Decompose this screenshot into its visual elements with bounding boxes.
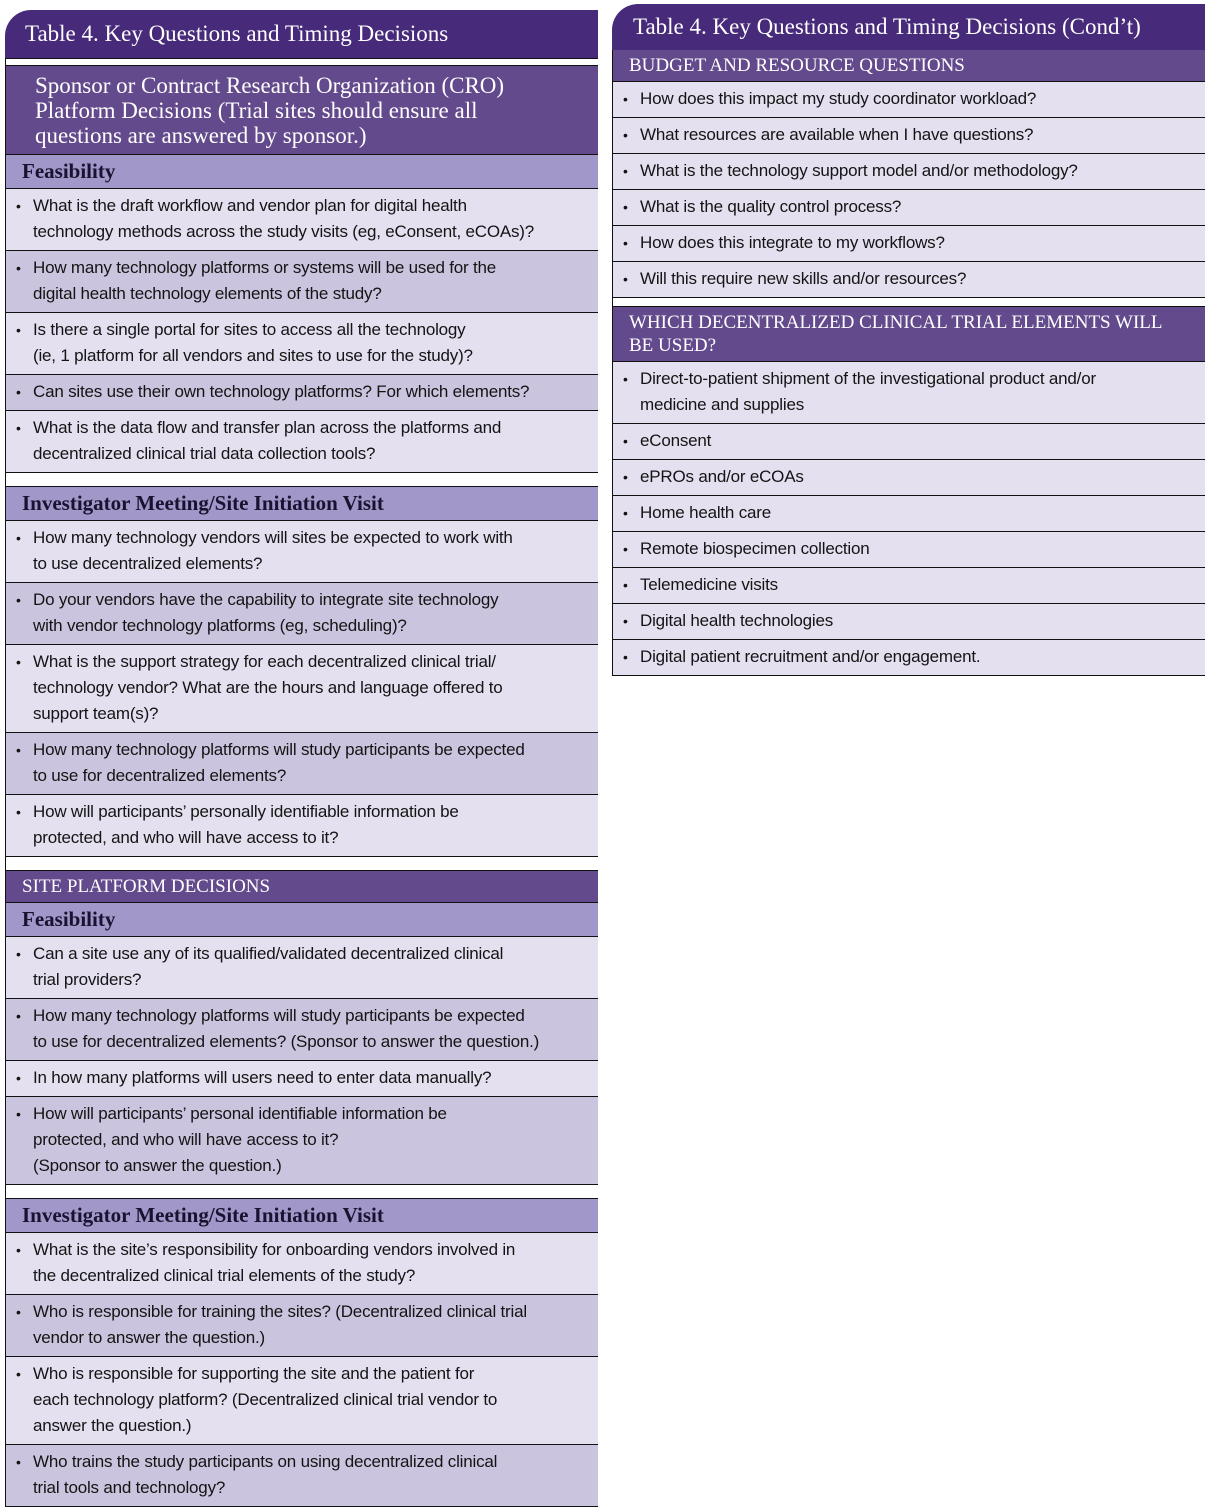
section-header: SITE PLATFORM DECISIONS xyxy=(6,871,598,903)
subsection-header: Feasibility xyxy=(6,903,598,937)
table-group xyxy=(6,870,598,1185)
question-text: Will this require new skills and/or resources? xyxy=(640,269,967,288)
subsection-header: Investigator Meeting/Site Initiation Visit xyxy=(6,1199,598,1233)
subsection-header: Investigator Meeting/Site Initiation Visit xyxy=(6,487,598,521)
bullet-icon: • xyxy=(623,127,628,143)
question-text: Telemedicine visits xyxy=(640,575,778,594)
bullet-icon: • xyxy=(16,1366,21,1382)
question-row xyxy=(6,521,598,583)
bullet-icon: • xyxy=(16,592,21,608)
question-text: How many technology platforms will study participants be expected to use for decentralized elements? xyxy=(33,740,525,785)
table-group xyxy=(6,1198,598,1507)
bullet-icon: • xyxy=(16,654,21,670)
question-text: What resources are available when I have questions? xyxy=(640,125,1034,144)
question-row xyxy=(613,424,1205,460)
question-row xyxy=(613,226,1205,262)
question-row xyxy=(6,1295,598,1357)
subsection-header: Feasibility xyxy=(6,155,598,189)
table-group xyxy=(613,50,1205,298)
bullet-icon: • xyxy=(623,505,628,521)
question-row xyxy=(613,604,1205,640)
table-title: Table 4. Key Questions and Timing Decisions xyxy=(5,10,598,58)
question-row xyxy=(6,411,598,472)
bullet-icon: • xyxy=(16,1242,21,1258)
question-text: Do your vendors have the capability to integrate site technology with vendor technology platforms (eg, scheduling)? xyxy=(33,590,499,635)
section-header: BUDGET AND RESOURCE QUESTIONS xyxy=(613,50,1205,82)
bullet-icon: • xyxy=(623,91,628,107)
section-header: WHICH DECENTRALIZED CLINICAL TRIAL ELEMENTS WILL BE USED? xyxy=(613,307,1205,362)
question-text: Who is responsible for training the sites? (Decentralized clinical trial vendor to answer the question.) xyxy=(33,1302,527,1347)
bullet-icon: • xyxy=(16,742,21,758)
question-row xyxy=(6,1233,598,1295)
table-group xyxy=(613,306,1205,676)
question-text: Direct-to-patient shipment of the investigational product and/or medicine and supplies xyxy=(640,369,1096,414)
question-row xyxy=(6,795,598,856)
table-title-continued: Table 4. Key Questions and Timing Decisions (Cond’t) xyxy=(612,4,1205,50)
bullet-icon: • xyxy=(16,1304,21,1320)
question-row xyxy=(613,496,1205,532)
question-text: How does this impact my study coordinator workload? xyxy=(640,89,1037,108)
bullet-icon: • xyxy=(623,271,628,287)
bullet-icon: • xyxy=(16,946,21,962)
question-text: What is the quality control process? xyxy=(640,197,902,216)
table-body xyxy=(612,50,1205,676)
question-row xyxy=(6,1445,598,1506)
question-text: How will participants’ personal identifiable information be protected, and who will have access to it? (Sponsor to answer the question.) xyxy=(33,1104,447,1175)
question-row xyxy=(613,460,1205,496)
table-body xyxy=(5,58,598,1507)
question-row xyxy=(613,640,1205,675)
bullet-icon: • xyxy=(623,649,628,665)
question-row xyxy=(6,251,598,313)
question-row xyxy=(6,189,598,251)
question-text: How many technology platforms will study participants be expected to use for decentralized elements? (Sponsor to answer the question.) xyxy=(33,1006,540,1051)
question-text: In how many platforms will users need to enter data manually? xyxy=(33,1068,492,1087)
bullet-icon: • xyxy=(16,384,21,400)
question-text: Home health care xyxy=(640,503,771,522)
bullet-icon: • xyxy=(623,433,628,449)
question-text: What is the site’s responsibility for onboarding vendors involved in the decentralized clinical trial elements of the study? xyxy=(33,1240,516,1285)
table-4-left-column xyxy=(5,10,598,1507)
question-text: Digital health technologies xyxy=(640,611,834,630)
question-text: How will participants’ personally identifiable information be protected, and who will have access to it? xyxy=(33,802,459,847)
question-text: What is the data flow and transfer plan across the platforms and decentralized clinical trial data collection tools? xyxy=(33,418,502,463)
bullet-icon: • xyxy=(16,1070,21,1086)
bullet-icon: • xyxy=(16,804,21,820)
question-text: ePROs and/or eCOAs xyxy=(640,467,804,486)
question-text: Who is responsible for supporting the site and the patient for each technology platform? (Decentralized clinical trial vendor to answer the question.) xyxy=(33,1364,498,1435)
question-text: eConsent xyxy=(640,431,712,450)
question-text: How many technology vendors will sites be expected to work with to use decentralized elements? xyxy=(33,528,513,573)
question-row xyxy=(6,375,598,411)
bullet-icon: • xyxy=(16,198,21,214)
question-row xyxy=(613,532,1205,568)
bullet-icon: • xyxy=(16,420,21,436)
bullet-icon: • xyxy=(623,541,628,557)
table-4-right-column xyxy=(612,4,1205,676)
question-row xyxy=(613,362,1205,424)
question-row xyxy=(6,937,598,999)
bullet-icon: • xyxy=(623,577,628,593)
question-text: How does this integrate to my workflows? xyxy=(640,233,945,252)
question-text: Can sites use their own technology platforms? For which elements? xyxy=(33,382,530,401)
question-row xyxy=(6,583,598,645)
bullet-icon: • xyxy=(623,235,628,251)
question-row xyxy=(6,1061,598,1097)
table-group xyxy=(6,65,598,473)
question-row xyxy=(613,154,1205,190)
question-text: What is the technology support model and/or methodology? xyxy=(640,161,1078,180)
bullet-icon: • xyxy=(16,1008,21,1024)
question-row xyxy=(6,1357,598,1445)
bullet-icon: • xyxy=(16,260,21,276)
bullet-icon: • xyxy=(623,163,628,179)
question-text: Is there a single portal for sites to access all the technology (ie, 1 platform for all vendors and sites to use for the study)? xyxy=(33,320,473,365)
question-row xyxy=(613,190,1205,226)
question-row xyxy=(6,645,598,733)
question-text: Remote biospecimen collection xyxy=(640,539,870,558)
question-text: Who trains the study participants on using decentralized clinical trial tools and technology? xyxy=(33,1452,498,1497)
bullet-icon: • xyxy=(623,613,628,629)
question-row xyxy=(613,262,1205,297)
bullet-icon: • xyxy=(16,1106,21,1122)
question-row xyxy=(613,82,1205,118)
question-text: How many technology platforms or systems will be used for the digital health technology elements of the study? xyxy=(33,258,497,303)
question-text: What is the support strategy for each decentralized clinical trial/ technology vendor? What are the hours and language offered to support team(s)? xyxy=(33,652,503,723)
question-text: Can a site use any of its qualified/validated decentralized clinical trial providers? xyxy=(33,944,504,989)
bullet-icon: • xyxy=(623,469,628,485)
bullet-icon: • xyxy=(16,322,21,338)
question-row xyxy=(613,118,1205,154)
bullet-icon: • xyxy=(16,530,21,546)
question-text: Digital patient recruitment and/or engagement. xyxy=(640,647,981,666)
bullet-icon: • xyxy=(16,1454,21,1470)
question-row xyxy=(613,568,1205,604)
section-header: Sponsor or Contract Research Organization (CRO) Platform Decisions (Trial sites should ensure all questions are answered by sponsor.) xyxy=(6,66,598,155)
question-row xyxy=(6,1097,598,1184)
question-row xyxy=(6,733,598,795)
table-group xyxy=(6,486,598,857)
question-text: What is the draft workflow and vendor plan for digital health technology methods across the study visits (eg, eConsent, eCOAs)? xyxy=(33,196,535,241)
bullet-icon: • xyxy=(623,199,628,215)
question-row xyxy=(6,313,598,375)
question-row xyxy=(6,999,598,1061)
bullet-icon: • xyxy=(623,371,628,387)
